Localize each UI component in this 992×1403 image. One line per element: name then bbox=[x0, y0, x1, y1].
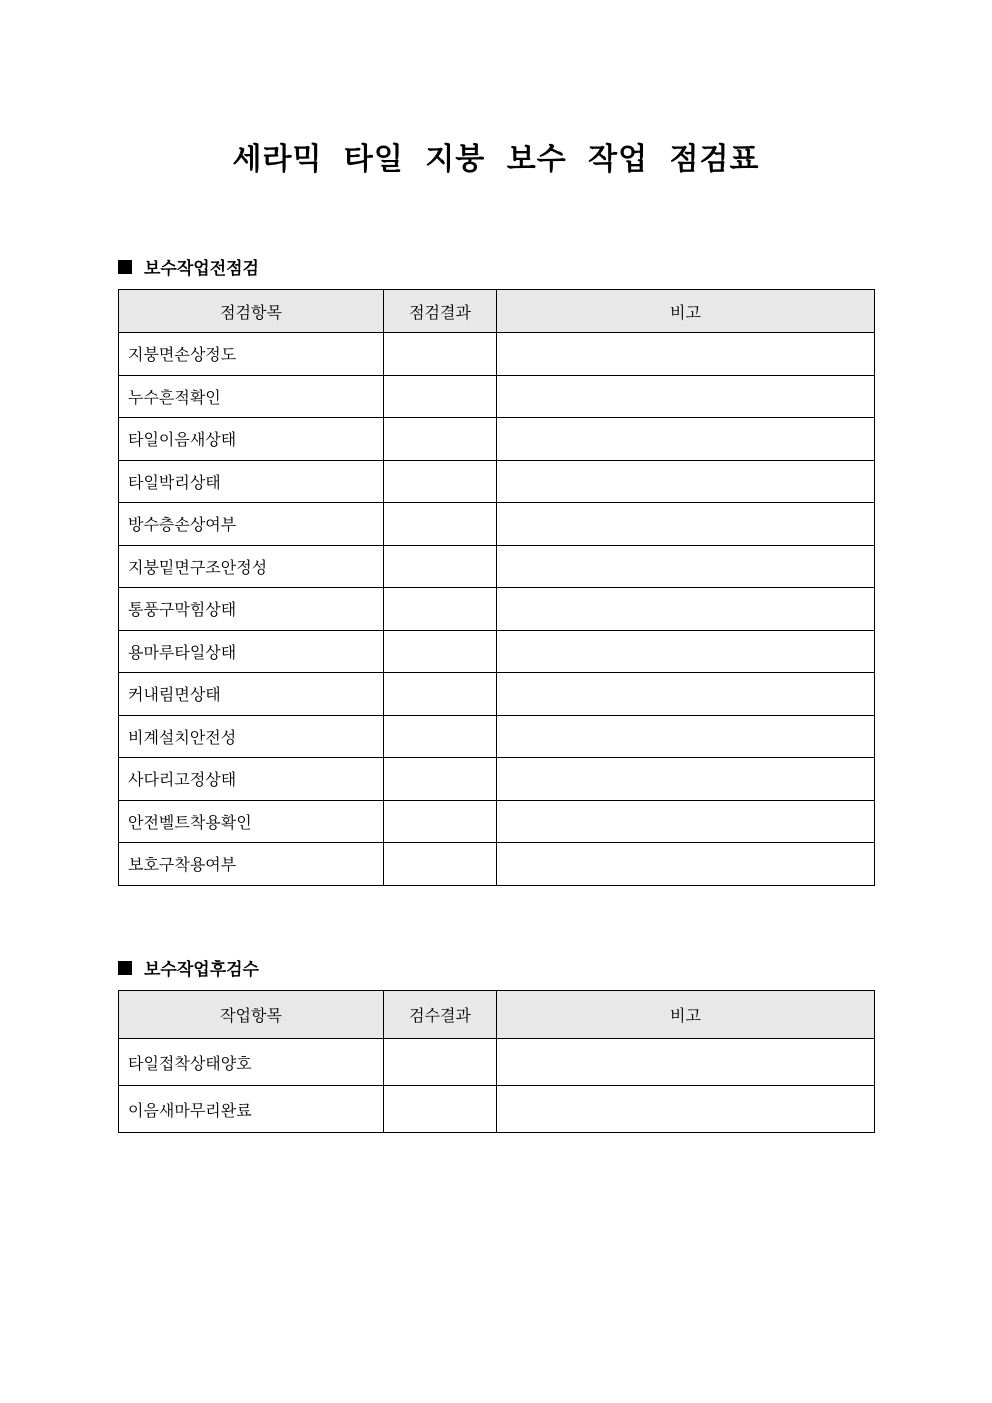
table-row bbox=[119, 588, 875, 631]
result-cell[interactable] bbox=[384, 800, 497, 843]
result-cell[interactable] bbox=[384, 460, 497, 503]
item-cell: 커내림면상태 bbox=[119, 673, 384, 716]
section-heading-pre-check bbox=[118, 254, 259, 279]
section-heading-post-inspection bbox=[118, 955, 259, 980]
result-cell[interactable] bbox=[384, 588, 497, 631]
item-cell: 누수흔적확인 bbox=[119, 375, 384, 418]
table-row bbox=[119, 460, 875, 503]
result-cell[interactable] bbox=[384, 843, 497, 886]
result-cell[interactable] bbox=[384, 375, 497, 418]
remarks-cell[interactable] bbox=[497, 800, 875, 843]
table-header-row bbox=[119, 991, 875, 1039]
column-header: 비고 bbox=[497, 290, 875, 333]
remarks-cell[interactable] bbox=[497, 715, 875, 758]
table-row bbox=[119, 800, 875, 843]
item-cell: 이음새마무리완료 bbox=[119, 1086, 384, 1133]
result-cell[interactable] bbox=[384, 503, 497, 546]
item-cell: 지붕면손상정도 bbox=[119, 333, 384, 376]
result-cell[interactable] bbox=[384, 1086, 497, 1133]
remarks-cell[interactable] bbox=[497, 375, 875, 418]
remarks-cell[interactable] bbox=[497, 333, 875, 376]
table-row bbox=[119, 375, 875, 418]
remarks-cell[interactable] bbox=[497, 758, 875, 801]
item-cell: 방수층손상여부 bbox=[119, 503, 384, 546]
item-cell: 사다리고정상태 bbox=[119, 758, 384, 801]
table-row bbox=[119, 715, 875, 758]
result-cell[interactable] bbox=[384, 758, 497, 801]
table-header-row bbox=[119, 290, 875, 333]
item-cell: 용마루타일상태 bbox=[119, 630, 384, 673]
result-cell[interactable] bbox=[384, 333, 497, 376]
document-title: 세라믹 타일 지붕 보수 작업 점검표 bbox=[232, 142, 760, 177]
item-cell: 타일박리상태 bbox=[119, 460, 384, 503]
remarks-cell[interactable] bbox=[497, 460, 875, 503]
result-cell[interactable] bbox=[384, 1039, 497, 1086]
item-cell: 비계설치안전성 bbox=[119, 715, 384, 758]
item-cell: 안전벨트착용확인 bbox=[119, 800, 384, 843]
table-row bbox=[119, 545, 875, 588]
table-row bbox=[119, 418, 875, 461]
result-cell[interactable] bbox=[384, 545, 497, 588]
table-row bbox=[119, 333, 875, 376]
item-cell: 지붕밑면구조안정성 bbox=[119, 545, 384, 588]
square-bullet-icon bbox=[118, 961, 132, 975]
table-row bbox=[119, 843, 875, 886]
remarks-cell[interactable] bbox=[497, 1086, 875, 1133]
result-cell[interactable] bbox=[384, 630, 497, 673]
remarks-cell[interactable] bbox=[497, 1039, 875, 1086]
table-row bbox=[119, 1039, 875, 1086]
column-header: 점검항목 bbox=[119, 290, 384, 333]
result-cell[interactable] bbox=[384, 715, 497, 758]
remarks-cell[interactable] bbox=[497, 630, 875, 673]
item-cell: 타일접착상태양호 bbox=[119, 1039, 384, 1086]
square-bullet-icon bbox=[118, 260, 132, 274]
remarks-cell[interactable] bbox=[497, 545, 875, 588]
item-cell: 보호구착용여부 bbox=[119, 843, 384, 886]
post-inspection-table bbox=[118, 990, 875, 1133]
table-row bbox=[119, 1086, 875, 1133]
section-heading-text: 보수작업전점검 bbox=[144, 259, 259, 279]
result-cell[interactable] bbox=[384, 673, 497, 716]
column-header: 점검결과 bbox=[384, 290, 497, 333]
remarks-cell[interactable] bbox=[497, 418, 875, 461]
result-cell[interactable] bbox=[384, 418, 497, 461]
item-cell: 타일이음새상태 bbox=[119, 418, 384, 461]
remarks-cell[interactable] bbox=[497, 503, 875, 546]
section-heading-text: 보수작업후검수 bbox=[144, 960, 259, 980]
column-header: 비고 bbox=[497, 991, 875, 1039]
column-header: 작업항목 bbox=[119, 991, 384, 1039]
table-row bbox=[119, 503, 875, 546]
remarks-cell[interactable] bbox=[497, 843, 875, 886]
remarks-cell[interactable] bbox=[497, 588, 875, 631]
item-cell: 통풍구막힘상태 bbox=[119, 588, 384, 631]
pre-check-table bbox=[118, 289, 875, 886]
table-row bbox=[119, 630, 875, 673]
table-row bbox=[119, 758, 875, 801]
column-header: 검수결과 bbox=[384, 991, 497, 1039]
remarks-cell[interactable] bbox=[497, 673, 875, 716]
table-row bbox=[119, 673, 875, 716]
